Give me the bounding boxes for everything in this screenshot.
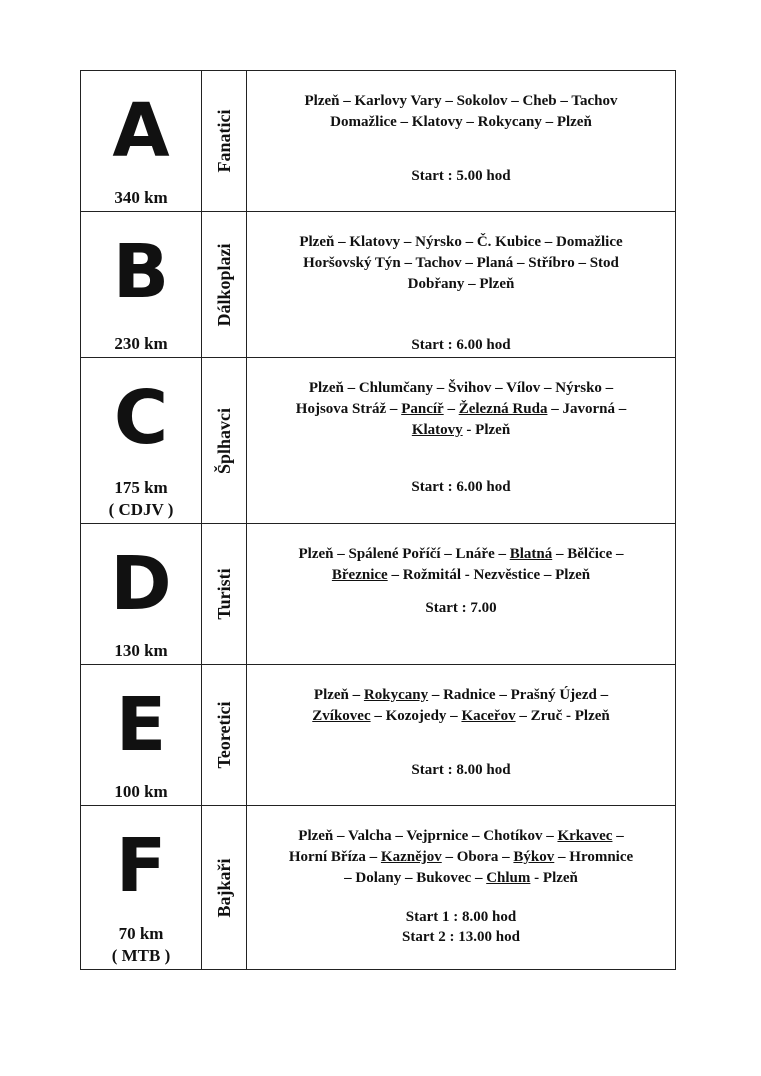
distance-label xyxy=(81,333,201,355)
distance-label xyxy=(81,923,201,967)
group-name: Bajkaři xyxy=(214,857,234,918)
route-highlight-place: Krkavec xyxy=(557,828,613,844)
route-highlight-place: Kaceřov xyxy=(461,708,516,724)
route-description xyxy=(247,232,675,295)
route-segment: Horní Bříza – xyxy=(288,849,381,865)
distance-label xyxy=(81,187,201,209)
category-cell xyxy=(81,358,202,524)
route-segment: – xyxy=(443,401,459,417)
route-segment: Plzeň – Karlovy Vary – Sokolov – Cheb – Tachov xyxy=(304,93,618,109)
route-description xyxy=(247,91,675,133)
route-description xyxy=(247,685,675,727)
category-letter: D xyxy=(110,541,172,627)
route-description xyxy=(247,826,675,889)
route-segment: – Rožmitál - Nezvěstice – Plzeň xyxy=(387,567,591,583)
category-cell xyxy=(81,212,202,358)
route-segment: – Radnice – Prašný Újezd – xyxy=(428,687,609,703)
group-name-cell xyxy=(202,665,247,806)
route-highlight-place: Chlum xyxy=(486,870,531,886)
group-name-cell xyxy=(202,358,247,524)
route-segment: – Javorná – xyxy=(547,401,627,417)
route-highlight-place: Železná Ruda xyxy=(458,401,548,417)
category-letter: E xyxy=(115,682,167,768)
start-time: Start : 7.00 xyxy=(425,600,497,616)
route-cell xyxy=(247,212,676,358)
category-cell xyxy=(81,71,202,212)
group-name-cell xyxy=(202,212,247,358)
category-letter: A xyxy=(112,88,170,174)
distance-label xyxy=(81,477,201,521)
route-row xyxy=(81,665,676,806)
route-description xyxy=(247,544,675,586)
route-highlight-place: Blatná xyxy=(509,546,553,562)
route-segment: - Plzeň xyxy=(530,870,578,886)
category-letter: B xyxy=(112,229,170,315)
start-time: Start : 6.00 hod xyxy=(411,479,511,495)
route-row xyxy=(81,71,676,212)
start-time: Start 2 : 13.00 hod xyxy=(402,929,520,945)
group-name: Turisti xyxy=(214,568,234,620)
route-highlight-place: Klatovy xyxy=(411,422,463,438)
route-segment: - Plzeň xyxy=(462,422,511,438)
group-name: Šplhavci xyxy=(214,407,234,474)
group-name: Fanatici xyxy=(214,109,234,173)
distance-label xyxy=(81,781,201,803)
route-highlight-place: Březnice xyxy=(331,567,388,583)
group-name-cell xyxy=(202,806,247,970)
routes-body xyxy=(81,71,676,970)
start-times xyxy=(247,907,675,947)
route-segment: Plzeň – Spálené Poříčí – Lnáře – xyxy=(298,546,510,562)
category-cell xyxy=(81,524,202,665)
route-segment: – xyxy=(612,828,624,844)
distance-value: 100 km xyxy=(114,782,168,801)
group-name: Dálkoplazi xyxy=(214,242,234,327)
route-segment: – Dolany – Bukovec – xyxy=(344,870,487,886)
route-highlight-place: Býkov xyxy=(513,849,555,865)
route-highlight-place: Zvíkovec xyxy=(312,708,371,724)
route-row xyxy=(81,358,676,524)
route-segment: Plzeň – Chlumčany – Švihov – Vílov – Nýrsko – xyxy=(308,380,614,396)
group-name: Teoretici xyxy=(214,701,234,769)
route-segment: Hojsova Stráž – xyxy=(295,401,402,417)
route-segment: Dobřany – Plzeň xyxy=(407,276,515,292)
route-row xyxy=(81,212,676,358)
distance-value: 340 km xyxy=(114,188,168,207)
route-segment: Plzeň – xyxy=(313,687,364,703)
route-row xyxy=(81,806,676,970)
distance-value: 175 km xyxy=(114,478,168,497)
route-segment: – Hromnice xyxy=(554,849,634,865)
route-segment: Horšovský Týn – Tachov – Planá – Stříbro – Stod xyxy=(303,255,619,271)
route-highlight-place: Kaznějov xyxy=(380,849,442,865)
route-description xyxy=(247,378,675,441)
category-cell xyxy=(81,665,202,806)
route-segment: – Zruč - Plzeň xyxy=(515,708,610,724)
route-cell xyxy=(247,524,676,665)
route-highlight-place: Pancíř xyxy=(401,401,444,417)
route-segment: Domažlice – Klatovy – Rokycany – Plzeň xyxy=(330,114,592,130)
start-time: Start : 6.00 hod xyxy=(411,337,511,353)
start-time: Start 1 : 8.00 hod xyxy=(405,909,517,925)
start-times xyxy=(247,166,675,186)
distance-value: 230 km xyxy=(114,334,168,353)
category-letter: C xyxy=(113,375,169,461)
start-times xyxy=(247,760,675,780)
route-segment: – Kozojedy – xyxy=(370,708,462,724)
route-highlight-place: Rokycany xyxy=(363,687,429,703)
start-times xyxy=(247,335,675,355)
distance-value: 70 km xyxy=(118,924,164,943)
distance-value: 130 km xyxy=(114,641,168,660)
start-time: Start : 8.00 hod xyxy=(411,762,511,778)
group-name-cell xyxy=(202,71,247,212)
start-time: Start : 5.00 hod xyxy=(411,168,511,184)
route-segment: Plzeň – Valcha – Vejprnice – Chotíkov – xyxy=(298,828,558,844)
route-cell xyxy=(247,665,676,806)
distance-note: ( CDJV ) xyxy=(108,500,174,519)
category-letter: F xyxy=(115,823,167,909)
group-name-cell xyxy=(202,524,247,665)
route-cell xyxy=(247,71,676,212)
route-row xyxy=(81,524,676,665)
routes-table xyxy=(80,70,676,970)
category-cell xyxy=(81,806,202,970)
route-segment: – Bělčice – xyxy=(552,546,624,562)
route-cell xyxy=(247,358,676,524)
route-segment: Plzeň – Klatovy – Nýrsko – Č. Kubice – Domažlice xyxy=(299,234,623,250)
distance-note: ( MTB ) xyxy=(111,946,171,965)
start-times xyxy=(247,598,675,618)
start-times xyxy=(247,477,675,497)
route-segment: – Obora – xyxy=(441,849,514,865)
distance-label xyxy=(81,640,201,662)
route-cell xyxy=(247,806,676,970)
